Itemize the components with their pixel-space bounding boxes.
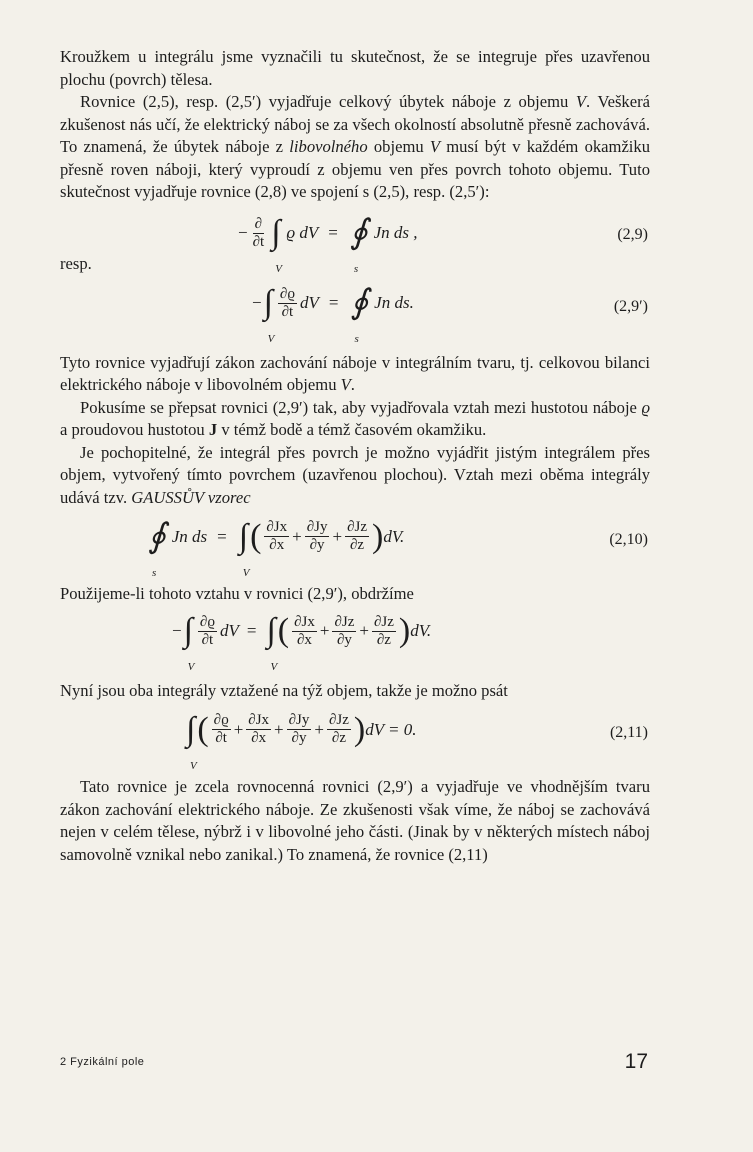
gauss-formula-name: GAUSSŮV vzorec bbox=[131, 487, 251, 507]
text-run: Pokusíme se přepsat rovnici (2,9′) tak, aby vyjadřovala vztah mezi hustotou náboje bbox=[80, 397, 642, 417]
plus-sign: + bbox=[292, 526, 302, 546]
equation-2-10 bbox=[60, 517, 650, 579]
math-V: V bbox=[340, 375, 351, 394]
closed-integral-sign bbox=[148, 517, 166, 579]
integral-glyph: ∫ bbox=[183, 612, 193, 649]
fraction-dJy-dy bbox=[287, 712, 312, 747]
fraction-drho-dt bbox=[212, 712, 231, 747]
paragraph-2 bbox=[60, 91, 650, 204]
equals-sign: = bbox=[328, 223, 338, 242]
text-run: musí být v každém okamžiku přesně roven náboji, který vyproudí z objemu ven přes povrch tohoto objemu. Tuto skutečnost vyjadřuje rovnice (2,8) ve spojení s (2,5), resp. (2,5′): bbox=[60, 137, 651, 201]
equation-number: (2,10) bbox=[609, 531, 648, 548]
integral-subscript: V bbox=[242, 566, 250, 579]
equation-2-9-prime bbox=[60, 284, 650, 345]
paragraph-6: Použijeme-li tohoto vztahu v rovnici (2,9′), obdržíme bbox=[60, 584, 414, 603]
text-run: a proudovou hustotou bbox=[60, 420, 209, 439]
differential: dV. bbox=[383, 526, 405, 546]
denominator: ∂z bbox=[376, 631, 391, 648]
denominator: ∂x bbox=[251, 730, 267, 746]
equation-number: (2,9) bbox=[617, 225, 648, 243]
fraction-dJx-dx bbox=[246, 712, 271, 747]
paragraph-7: Nyní jsou oba integrály vztažené na týž objem, takže je možno psát bbox=[60, 680, 508, 700]
integral-sign bbox=[183, 612, 195, 673]
page-body bbox=[60, 46, 650, 866]
right-paren: ) bbox=[353, 710, 366, 748]
plus-sign: + bbox=[233, 719, 244, 739]
integrand: Jn ds bbox=[171, 526, 208, 546]
numerator: ∂Jx bbox=[294, 613, 315, 630]
denominator: ∂y bbox=[336, 631, 352, 648]
integral-glyph: ∮ bbox=[148, 517, 166, 555]
minus-sign: − bbox=[252, 293, 262, 312]
math-rho: ϱ bbox=[641, 397, 650, 417]
fraction-drho-dt bbox=[198, 614, 217, 649]
integral-subscript: V bbox=[190, 759, 197, 772]
minus-sign: − bbox=[172, 621, 182, 640]
equals-sign: = bbox=[328, 293, 339, 312]
denominator: ∂t bbox=[281, 303, 294, 320]
text-run: . Veškerá zkušenost nás učí, že elektrický náboj se za všech okolností absolutně přesně zachovává. To znamená, že úbytek náboje z bbox=[60, 92, 650, 156]
math-J: J bbox=[208, 420, 218, 439]
equals-sign: = bbox=[217, 526, 227, 546]
integral-sign bbox=[186, 710, 197, 772]
numerator: ∂ϱ bbox=[199, 613, 215, 630]
integral-glyph: ∫ bbox=[238, 517, 249, 555]
integral-glyph: ∫ bbox=[263, 284, 273, 321]
denominator: ∂x bbox=[297, 631, 312, 648]
integrand: Jn ds , bbox=[373, 223, 418, 242]
denominator: ∂t bbox=[215, 730, 227, 746]
plus-sign: + bbox=[332, 526, 343, 546]
numerator: ∂Jz bbox=[334, 613, 355, 630]
paragraph-4 bbox=[60, 397, 650, 442]
differential: dV. bbox=[410, 621, 432, 640]
integral-subscript: s bbox=[354, 333, 359, 345]
equation-2-11 bbox=[60, 710, 650, 772]
integral-glyph: ∫ bbox=[186, 710, 196, 748]
integral-subscript: V bbox=[267, 333, 275, 345]
numerator: ∂ϱ bbox=[279, 285, 295, 302]
closed-integral-sign bbox=[350, 284, 369, 345]
fraction-dJz-dz bbox=[345, 519, 369, 554]
integrand: Jn ds. bbox=[374, 293, 414, 312]
equation-intermediate bbox=[60, 612, 650, 673]
numerator: ∂Jy bbox=[288, 712, 310, 728]
plus-sign: + bbox=[319, 621, 330, 640]
page-number: 17 bbox=[624, 1050, 648, 1073]
text-run: Rovnice (2,5), resp. (2,5′) vyjadřuje celkový úbytek náboje z objemu bbox=[80, 92, 576, 111]
left-paren: ( bbox=[250, 517, 262, 555]
numerator: ∂ bbox=[254, 215, 263, 232]
math-V: V bbox=[429, 137, 441, 156]
equation-number: (2,9′) bbox=[613, 297, 648, 315]
differential: dV bbox=[219, 621, 239, 640]
text-run: v témž bodě a témž časovém okamžiku. bbox=[217, 420, 487, 439]
numerator: ∂Jz bbox=[328, 712, 349, 728]
paragraph-1: Kroužkem u integrálu jsme vyznačili tu skutečnost, že se integruje přes uzavřenou plochu (povrch) tělesa. bbox=[60, 47, 650, 89]
denominator: ∂y bbox=[309, 537, 325, 553]
integral-sign bbox=[238, 517, 250, 579]
denominator: ∂y bbox=[291, 730, 307, 746]
plus-sign: + bbox=[359, 621, 369, 640]
integral-subscript: V bbox=[270, 661, 278, 673]
right-paren: ) bbox=[398, 612, 411, 649]
denominator: ∂z bbox=[331, 730, 346, 746]
resp-label: resp. bbox=[60, 253, 92, 273]
left-paren: ( bbox=[277, 612, 290, 649]
minus-sign: − bbox=[238, 223, 248, 242]
equals-sign: = bbox=[246, 621, 257, 640]
closed-integral-sign bbox=[349, 214, 368, 275]
plus-sign: + bbox=[314, 719, 324, 739]
integral-sign bbox=[263, 284, 275, 345]
numerator: ∂Jx bbox=[248, 712, 270, 728]
text-run: Tyto rovnice vyjadřují zákon zachování náboje v integrálním tvaru, tj. celkovou bilanci elektrického náboje v libovolném objemu bbox=[60, 352, 650, 394]
fraction-dJz-dy bbox=[332, 614, 356, 649]
integral-subscript: s bbox=[152, 566, 157, 579]
plus-sign: + bbox=[274, 719, 284, 739]
math-V: V bbox=[575, 92, 587, 111]
left-paren: ( bbox=[197, 710, 209, 748]
paragraph-3 bbox=[60, 352, 650, 397]
right-paren: ) bbox=[372, 517, 384, 555]
numerator: ∂Jz bbox=[347, 519, 367, 535]
equation-number: (2,11) bbox=[609, 724, 648, 741]
numerator: ∂ϱ bbox=[213, 712, 229, 728]
fraction-drho-dt bbox=[278, 286, 297, 321]
fraction-dJz-dz bbox=[327, 712, 351, 747]
denominator: ∂x bbox=[269, 537, 285, 553]
numerator: ∂Jz bbox=[373, 613, 394, 630]
integral-subscript: V bbox=[187, 661, 195, 673]
integrand: ϱ dV bbox=[286, 223, 319, 242]
paragraph-5 bbox=[60, 442, 650, 510]
fraction-d-dt bbox=[251, 216, 267, 251]
integral-glyph: ∫ bbox=[266, 612, 276, 649]
fraction-dJx-dx bbox=[292, 614, 317, 649]
numerator: ∂Jx bbox=[266, 519, 288, 535]
differential-equals-zero: dV = 0. bbox=[365, 719, 417, 739]
differential: dV bbox=[299, 293, 319, 312]
denominator: ∂t bbox=[252, 233, 265, 250]
integral-subscript: s bbox=[353, 263, 359, 275]
equation-2-9 bbox=[60, 214, 650, 275]
numerator: ∂Jy bbox=[306, 519, 328, 535]
integral-subscript: V bbox=[275, 263, 282, 275]
denominator: ∂t bbox=[201, 631, 214, 648]
fraction-dJx-dx bbox=[264, 519, 289, 554]
integral-sign bbox=[266, 612, 278, 673]
text-run: objemu bbox=[367, 137, 430, 156]
text-run: . bbox=[350, 375, 355, 394]
integral-glyph: ∫ bbox=[271, 214, 281, 251]
emphasis-libovolneho: libovolného bbox=[289, 137, 368, 156]
integral-glyph: ∮ bbox=[350, 284, 369, 321]
fraction-dJz-dz bbox=[372, 614, 396, 649]
paragraph-8: Tato rovnice je zcela rovnocenná rovnici (2,9′) a vyjadřuje ve vhodnějším tvaru zákon zachování elektrického náboje. Ze zkušenosti však víme, že náboj se zachovává nejen v celém tělese, nýbrž i v libovolné jeho části. (Jinak by v některých místech náboj samovolně vznikal nebo zanikal.) To znamená, že rovnice (2,11) bbox=[60, 777, 650, 864]
integral-sign bbox=[271, 214, 282, 275]
text-run: Je pochopitelné, že integrál přes povrch je možno vyjádřit jistým integrálem přes objem, vytvořený tímto povrchem (uzavřenou plochou). Vztah mezi oběma integrály udává tzv. bbox=[60, 442, 650, 507]
denominator: ∂z bbox=[350, 537, 365, 553]
footer-signature: 2 Fyzikální pole bbox=[60, 1056, 145, 1068]
fraction-dJy-dy bbox=[305, 519, 330, 554]
integral-glyph: ∮ bbox=[349, 214, 368, 251]
